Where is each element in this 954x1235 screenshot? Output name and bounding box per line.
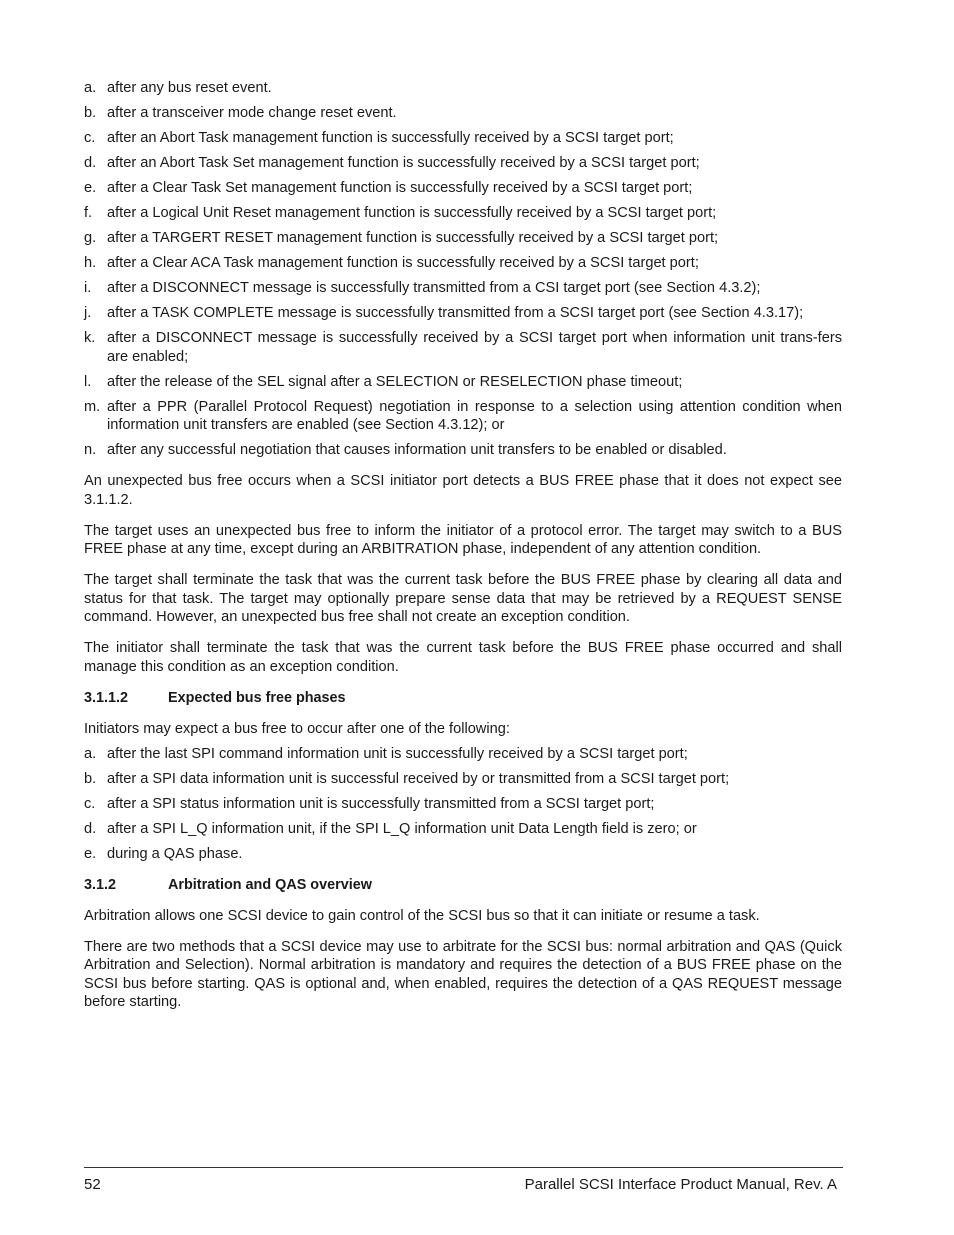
list-item: h. after a Clear ACA Task management function is successfully received by a SCSI target port; bbox=[84, 255, 699, 271]
list-item: l. after the release of the SEL signal after a SELECTION or RESELECTION phase timeout; bbox=[84, 373, 683, 390]
paragraph: Arbitration allows one SCSI device to gain control of the SCSI bus so that it can initiate or resume a task. bbox=[84, 907, 760, 924]
list-item: a. after the last SPI command information unit is successfully received by a SCSI target port; bbox=[84, 745, 688, 762]
list-item: g. after a TARGERT RESET management function is successfully received by a SCSI target port; bbox=[84, 230, 719, 246]
list-item: a. after any bus reset event. bbox=[84, 80, 272, 96]
list-item: k. after a DISCONNECT message is successfully received by a SCSI target port when information unit trans-fers are enabled; bbox=[84, 330, 842, 365]
footer-divider bbox=[84, 1167, 843, 1168]
list-item: j. after a TASK COMPLETE message is successfully transmitted from a SCSI target port (see Section 4.3.17); bbox=[84, 305, 804, 321]
page-body bbox=[84, 79, 842, 1024]
expected-list bbox=[84, 745, 842, 864]
list-item: d. after an Abort Task Set management function is successfully received by a SCSI target port; bbox=[84, 155, 700, 171]
page-number: 52 bbox=[84, 1176, 101, 1193]
section-heading: 3.1.1.2 Expected bus free phases bbox=[84, 689, 346, 706]
list-item: m. after a PPR (Parallel Protocol Request) negotiation in response to a selection using attention condition when information unit transfers are enabled (see Section 4.3.12); or bbox=[84, 398, 842, 433]
paragraph: Initiators may expect a bus free to occur after one of the following: bbox=[84, 720, 510, 737]
list-item: e. during a QAS phase. bbox=[84, 845, 243, 862]
list-item: b. after a SPI data information unit is successful received by or transmitted from a SCSI target port; bbox=[84, 770, 730, 787]
paragraph: There are two methods that a SCSI device may use to arbitrate for the SCSI bus: normal arbitration and QAS (Quick Arbitration and Selection). Normal arbitration is mandatory and requires the detection of a BUS FREE phase on the SCSI bus before starting. QAS is optional and, when enabled, requires the detection of a QAS REQUEST message before starting. bbox=[84, 938, 842, 1010]
list-item: n. after any successful negotiation that causes information unit transfers to be enabled or disabled. bbox=[84, 442, 727, 458]
reset-list bbox=[84, 79, 842, 460]
list-item: i. after a DISCONNECT message is successfully transmitted from a CSI target port (see Section 4.3.2); bbox=[84, 280, 761, 296]
list-item: c. after a SPI status information unit is successfully transmitted from a SCSI target port; bbox=[84, 795, 655, 812]
list-item: d. after a SPI L_Q information unit, if the SPI L_Q information unit Data Length field is zero; or bbox=[84, 820, 697, 837]
list-item: f. after a Logical Unit Reset management function is successfully received by a SCSI target port; bbox=[84, 205, 717, 221]
paragraph: The initiator shall terminate the task that was the current task before the BUS FREE phase occurred and shall manage this condition as an exception condition. bbox=[84, 640, 842, 675]
list-item: c. after an Abort Task management function is successfully received by a SCSI target port; bbox=[84, 130, 674, 146]
paragraph: The target uses an unexpected bus free to inform the initiator of a protocol error. The target may switch to a BUS FREE phase at any time, except during an ARBITRATION phase, independent of any attention condition. bbox=[84, 522, 842, 557]
section-heading: 3.1.2 Arbitration and QAS overview bbox=[84, 876, 372, 893]
list-item: b. after a transceiver mode change reset event. bbox=[84, 105, 397, 121]
paragraph: The target shall terminate the task that was the current task before the BUS FREE phase by clearing all data and status for that task. The target may optionally prepare sense data that may be retrieved by a REQUEST SENSE command. However, an unexpected bus free shall not create an exception condition. bbox=[84, 572, 842, 625]
footer-title: Parallel SCSI Interface Product Manual, Rev. A bbox=[524, 1176, 837, 1193]
paragraph: An unexpected bus free occurs when a SCSI initiator port detects a BUS FREE phase that it does not expect see 3.1.1.2. bbox=[84, 473, 842, 508]
list-item: e. after a Clear Task Set management function is successfully received by a SCSI target port; bbox=[84, 180, 693, 196]
